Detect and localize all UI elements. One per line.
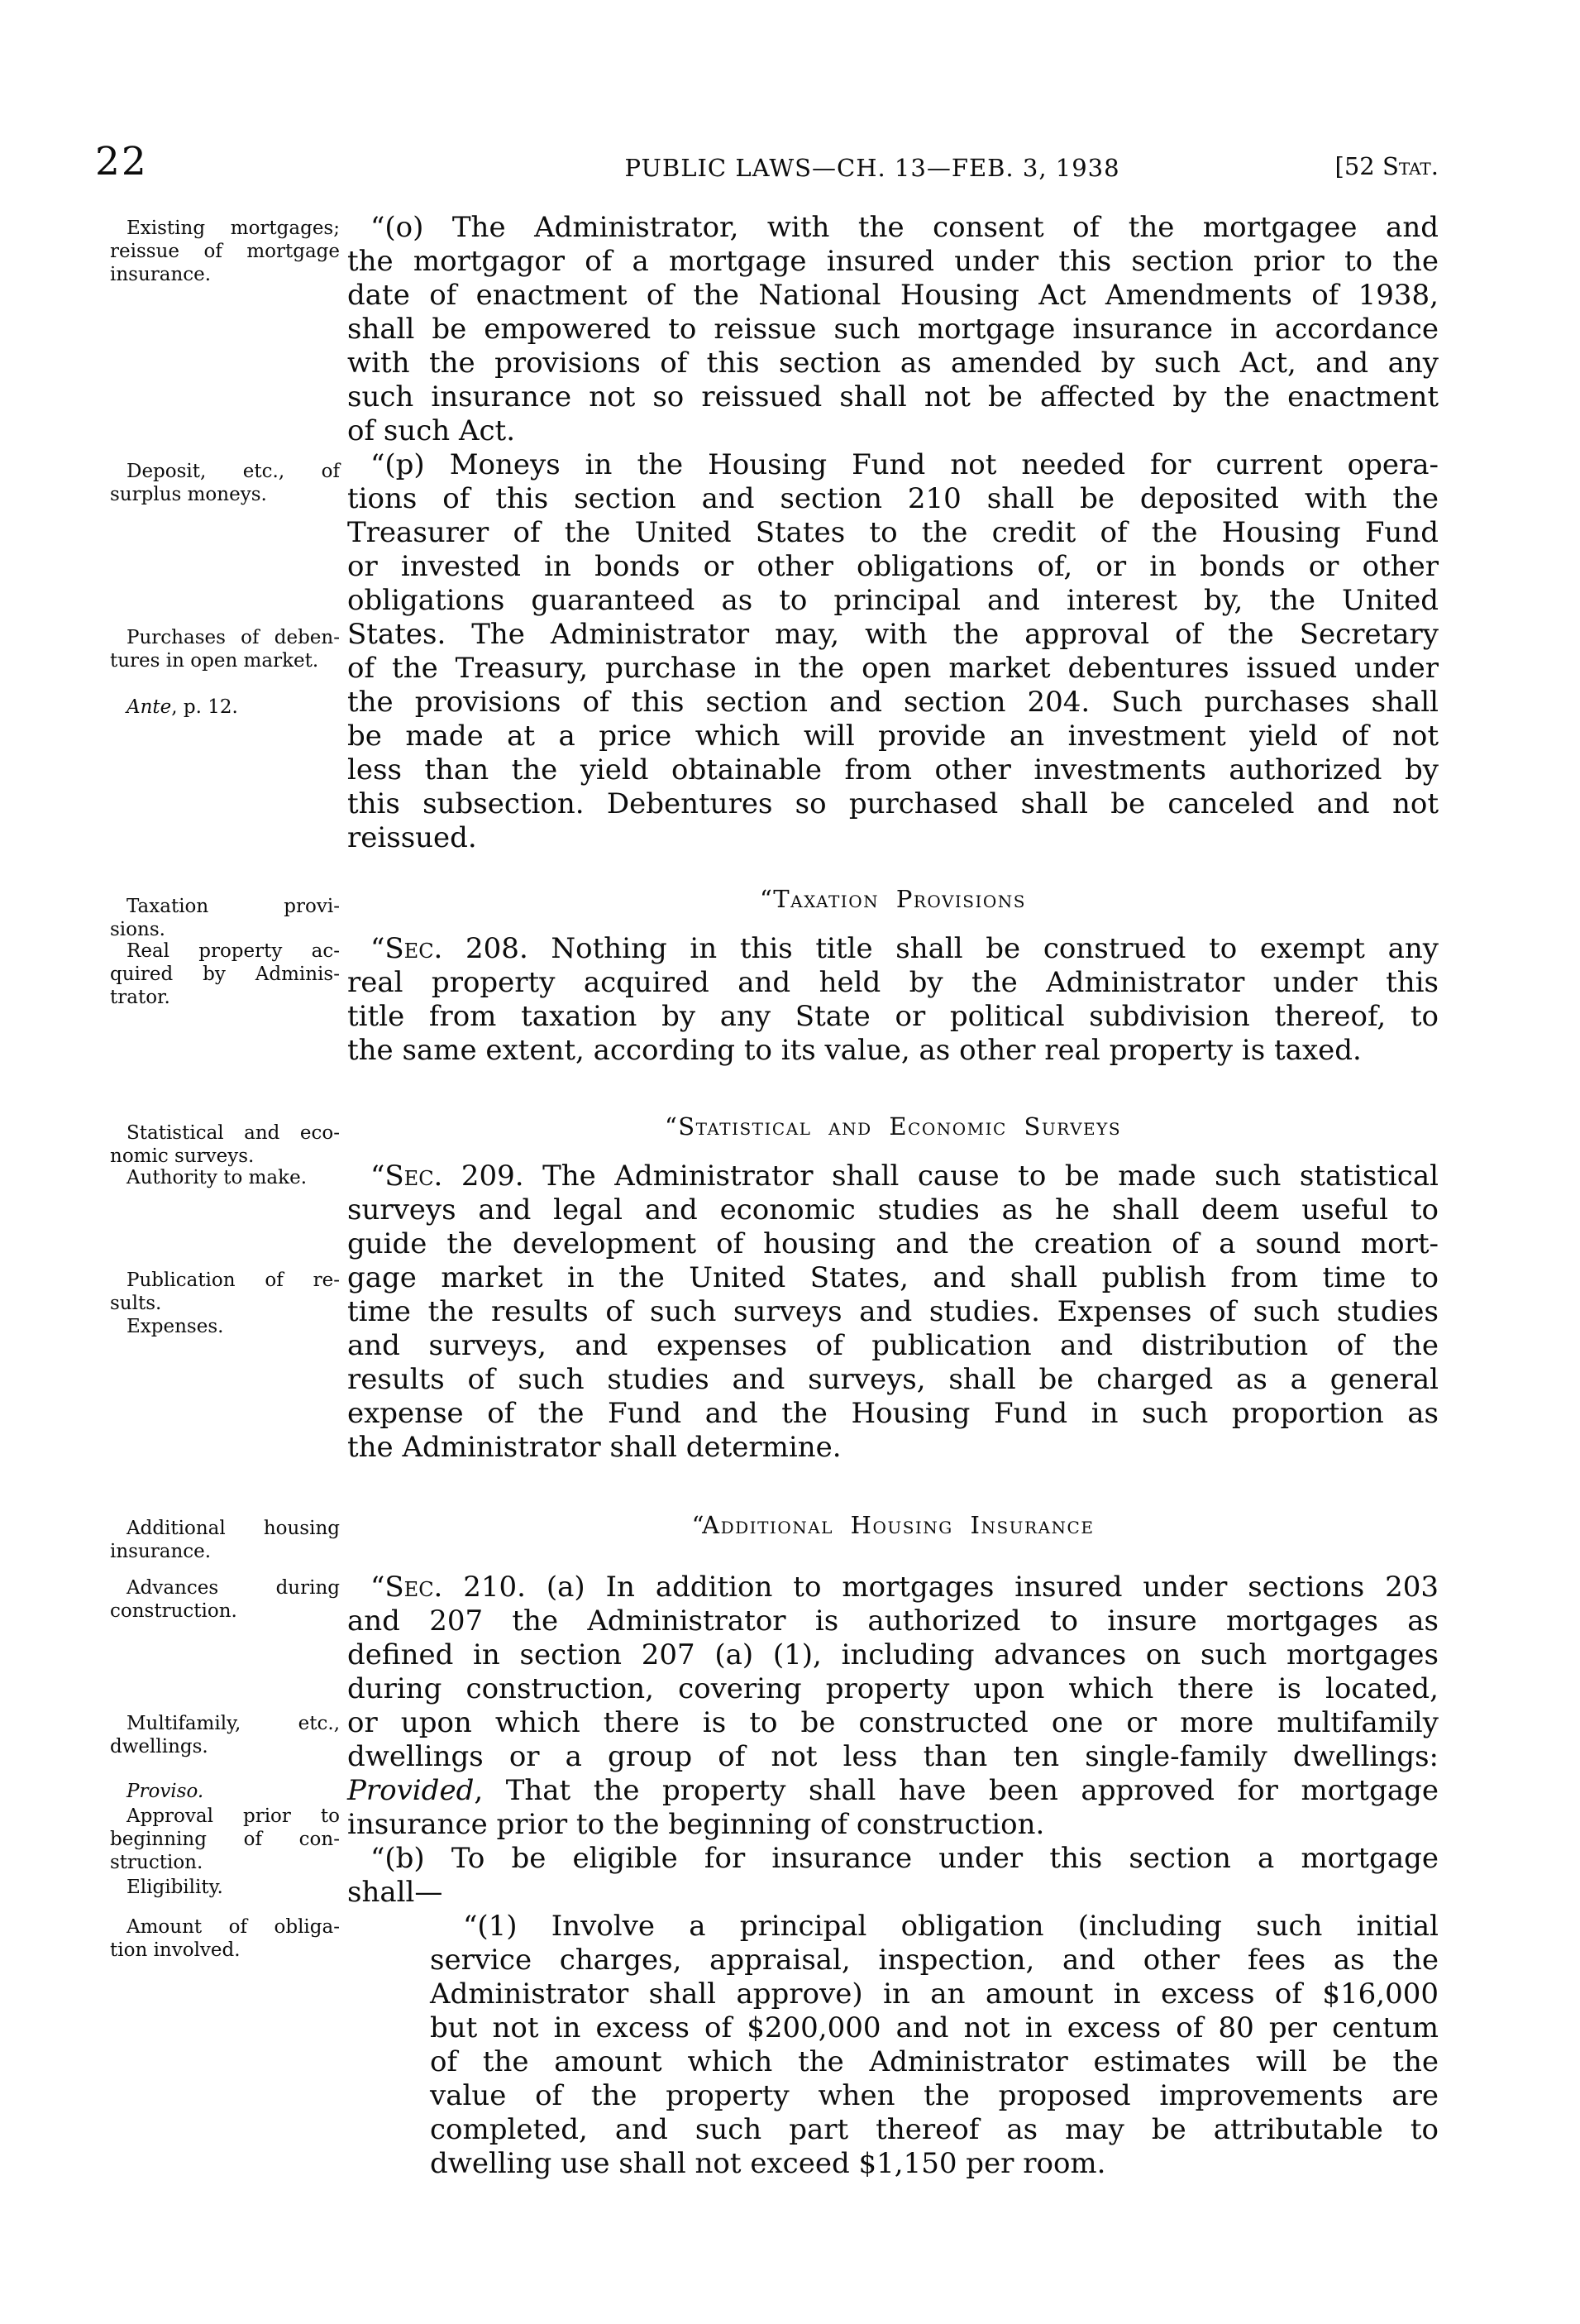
margin-note <box>110 217 340 286</box>
page-number: 22 <box>95 139 148 184</box>
text-run: insurance. <box>110 264 212 285</box>
margin-note-line <box>110 1166 340 1189</box>
text-run: States. The Administrator may, with the approval of the Secretary <box>347 618 1439 651</box>
text-run: the provisions of this section and section 204. Such purchases shall <box>347 686 1439 719</box>
margin-note-line <box>110 263 340 286</box>
text-run: tures in open market. <box>110 650 319 672</box>
text-run: during construction, covering property upon which there is located, <box>347 1672 1439 1705</box>
margin-note <box>110 1315 340 1338</box>
text-run: Statistical and eco- <box>126 1122 340 1144</box>
paragraph <box>347 1571 1439 1842</box>
body-line <box>347 245 1439 279</box>
text-run: and 207 the Administrator is authorized to insure mortgages as <box>347 1604 1439 1638</box>
text-run: results of such studies and surveys, shall be charged as a general <box>347 1363 1439 1396</box>
running-header: PUBLIC LAWS—CH. 13—FEB. 3, 1938 <box>624 154 1120 182</box>
body-line <box>430 1910 1439 1944</box>
text-run: Treasurer of the United States to the credit of the Housing Fund <box>347 516 1439 549</box>
body-line <box>347 1808 1439 1842</box>
text-run: guide the development of housing and the creation of a sound mort- <box>347 1227 1439 1260</box>
body-line <box>347 618 1439 652</box>
paragraph <box>347 1842 1439 1910</box>
body-line <box>347 1000 1439 1034</box>
body-line <box>347 966 1439 1000</box>
margin-note <box>110 1576 340 1623</box>
statute-abbrev: Stat. <box>1382 152 1439 180</box>
statute-volume: [52 <box>1334 152 1382 180</box>
margin-note-line <box>110 649 340 672</box>
text-run: defined in section 207 (a) (1), including advances on such mortgages <box>347 1638 1439 1671</box>
text-run: sults. <box>110 1293 162 1314</box>
text-run: of such Act. <box>347 414 516 447</box>
text-run: Expenses. <box>126 1316 224 1337</box>
margin-note-line <box>110 1828 340 1851</box>
margin-note-line <box>110 1735 340 1758</box>
body-line <box>347 380 1439 414</box>
margin-note <box>110 1712 340 1758</box>
text-run: sions. <box>110 919 165 940</box>
text-run: Proviso. <box>126 1781 204 1802</box>
body-line <box>430 2011 1439 2045</box>
margin-note-line <box>110 626 340 649</box>
text-run: Real property ac- <box>126 940 340 962</box>
text-run: title from taxation by any State or political subdivision thereof, to <box>347 1000 1439 1033</box>
text-run: , That the property shall have been approved for mortgage <box>474 1774 1439 1807</box>
body-line <box>347 1706 1439 1740</box>
text-run: nomic surveys. <box>110 1145 255 1167</box>
body-line <box>347 584 1439 618</box>
text-run: dwellings. <box>110 1736 208 1757</box>
margin-note-line <box>110 986 340 1009</box>
body-line <box>347 1363 1439 1397</box>
text-run: surplus moneys. <box>110 484 267 505</box>
body-line <box>430 1944 1439 1977</box>
margin-note <box>110 940 340 1009</box>
body-line <box>347 1876 1439 1910</box>
text-run: “(o) The Administrator, with the consent of the mortgagee and <box>370 211 1439 244</box>
margin-note-line <box>110 217 340 240</box>
margin-note-line <box>110 1145 340 1168</box>
text-run: reissued. <box>347 821 477 854</box>
text-run: trator. <box>110 987 170 1008</box>
margin-note-line <box>110 1876 340 1899</box>
text-run: “(p) Moneys in the Housing Fund not needed for current opera- <box>370 448 1439 481</box>
text-run: struction. <box>110 1852 203 1873</box>
text-run: the mortgagor of a mortgage insured under this section prior to the <box>347 245 1439 278</box>
text-run: Publication of re- <box>126 1270 340 1291</box>
margin-note-line <box>110 240 340 263</box>
body-line <box>347 1227 1439 1261</box>
body-line <box>347 753 1439 787</box>
margin-note-line <box>110 918 340 941</box>
body-line <box>347 1740 1439 1774</box>
margin-note <box>110 1805 340 1874</box>
section-heading <box>347 1114 1439 1139</box>
text-run: service charges, appraisal, inspection, and other fees as the <box>430 1944 1439 1977</box>
text-run: “Additional Housing Insurance <box>691 1511 1095 1539</box>
body-line <box>430 2079 1439 2113</box>
margin-note-line <box>110 460 340 483</box>
margin-note <box>110 895 340 941</box>
margin-note <box>110 1166 340 1189</box>
body-line <box>347 1431 1439 1465</box>
text-run: Multifamily, etc., <box>126 1713 340 1734</box>
body-line <box>347 1774 1439 1808</box>
text-run: less than the yield obtainable from other investments authorized by <box>347 753 1439 787</box>
body-line <box>347 720 1439 753</box>
body-line <box>347 1329 1439 1363</box>
body-line <box>347 1638 1439 1672</box>
margin-note <box>110 1876 340 1899</box>
margin-note <box>110 1517 340 1563</box>
margin-note-line <box>110 1315 340 1338</box>
text-run: “Sec. <box>370 1571 443 1604</box>
text-run: Amount of obliga- <box>126 1916 340 1938</box>
text-run: construction. <box>110 1600 237 1622</box>
body-line <box>347 347 1439 380</box>
body-line <box>347 313 1439 347</box>
text-run: but not in excess of $200,000 and not in excess of 80 per centum <box>430 2011 1439 2044</box>
body-line <box>347 1604 1439 1638</box>
text-run: “(1) Involve a principal obligation (including such initial <box>463 1910 1439 1943</box>
margin-note-line <box>110 1851 340 1874</box>
text-run: Additional housing <box>126 1518 340 1539</box>
body-line <box>347 1160 1439 1193</box>
margin-note-line <box>110 1712 340 1735</box>
margin-note-line <box>110 1576 340 1600</box>
body-line <box>430 2113 1439 2147</box>
margin-note-line <box>110 1269 340 1292</box>
margin-note-line <box>110 1780 340 1803</box>
text-run: surveys and legal and economic studies as he shall deem useful to <box>347 1193 1439 1227</box>
body-line <box>347 1397 1439 1431</box>
margin-note <box>110 696 340 719</box>
paragraph <box>347 932 1439 1068</box>
text-run: “Sec. <box>370 1160 443 1193</box>
margin-note <box>110 1780 340 1803</box>
margin-note-line <box>110 1805 340 1828</box>
text-run: shall be empowered to reissue such mortgage insurance in accordance <box>347 313 1439 346</box>
text-run: Approval prior to <box>126 1805 340 1827</box>
body-line <box>347 1672 1439 1706</box>
text-run: and surveys, and expenses of publication and distribution of the <box>347 1329 1439 1362</box>
section-heading <box>347 887 1439 911</box>
text-run: dwelling use shall not exceed $1,150 per room. <box>430 2147 1106 2180</box>
body-line <box>347 279 1439 313</box>
margin-note-line <box>110 963 340 986</box>
text-run: with the provisions of this section as amended by such Act, and any <box>347 347 1439 380</box>
margin-note-line <box>110 1121 340 1145</box>
body-column <box>347 211 1439 2181</box>
text-run: Purchases of deben- <box>126 627 340 648</box>
statute-citation <box>347 154 1439 180</box>
text-run: or upon which there is to be constructed one or more multifamily <box>347 1706 1439 1739</box>
text-run: “Sec. <box>370 932 443 965</box>
text-run: real property acquired and held by the Administrator under this <box>347 966 1439 999</box>
text-run: quired by Adminis- <box>110 964 340 985</box>
margin-note-line <box>110 1540 340 1563</box>
body-line <box>347 448 1439 482</box>
text-run: insurance prior to the beginning of construction. <box>347 1808 1045 1841</box>
text-run: Taxation provi- <box>126 896 340 917</box>
sub-paragraph <box>347 1910 1439 2181</box>
text-run: the same extent, according to its value, as other real property is taxed. <box>347 1034 1362 1067</box>
text-run: Deposit, etc., of <box>126 461 340 482</box>
text-run: time the results of such surveys and studies. Expenses of such studies <box>347 1295 1439 1328</box>
text-run: 208. Nothing in this title shall be construed to exempt any <box>442 932 1439 965</box>
margin-note-line <box>110 1939 340 1962</box>
body-line <box>430 2147 1439 2181</box>
margin-note <box>110 1121 340 1168</box>
text-run: Authority to make. <box>126 1167 308 1188</box>
text-run: Eligibility. <box>126 1877 223 1898</box>
text-run: dwellings or a group of not less than ten single-family dwellings: <box>347 1740 1439 1773</box>
text-run: value of the property when the proposed improvements are <box>430 2079 1439 2112</box>
text-run: Administrator shall approve) in an amount in excess of $16,000 <box>430 1977 1439 2011</box>
body-line <box>347 686 1439 720</box>
text-run: of the Treasury, purchase in the open market debentures issued under <box>347 652 1439 685</box>
text-run: Ante <box>126 696 172 718</box>
margin-note-line <box>110 1915 340 1939</box>
text-run: “(b) To be eligible for insurance under this section a mortgage <box>370 1842 1439 1875</box>
body-line <box>347 787 1439 821</box>
text-run: “Statistical and Economic Surveys <box>664 1112 1122 1140</box>
margin-note <box>110 460 340 506</box>
margin-note <box>110 626 340 672</box>
paragraph <box>347 1160 1439 1465</box>
text-run: date of enactment of the National Housing Act Amendments of 1938, <box>347 279 1439 312</box>
body-line <box>347 652 1439 686</box>
text-run: insurance. <box>110 1541 212 1562</box>
body-line <box>347 550 1439 584</box>
margin-note-line <box>110 895 340 918</box>
text-run: gage market in the United States, and shall publish from time to <box>347 1261 1439 1294</box>
text-run: Advances during <box>126 1577 340 1599</box>
text-run: tions of this section and section 210 shall be deposited with the <box>347 482 1439 515</box>
body-line <box>430 1977 1439 2011</box>
margin-note-line <box>110 940 340 963</box>
body-line <box>347 516 1439 550</box>
body-line <box>347 1842 1439 1876</box>
text-run: beginning of con- <box>110 1829 340 1850</box>
text-run: completed, and such part thereof as may be attributable to <box>430 2113 1439 2146</box>
paragraph <box>347 448 1439 855</box>
margin-note-line <box>110 483 340 506</box>
text-run: reissue of mortgage <box>110 241 340 262</box>
paragraph <box>347 211 1439 448</box>
margin-note-line <box>110 1292 340 1315</box>
text-run: 210. (a) In addition to mortgages insured under sections 203 <box>442 1571 1439 1604</box>
body-line <box>347 482 1439 516</box>
body-line <box>430 2045 1439 2079</box>
body-line <box>347 932 1439 966</box>
text-run: obligations guaranteed as to principal and interest by, the United <box>347 584 1439 617</box>
body-line <box>347 1193 1439 1227</box>
text-run: Provided <box>347 1774 475 1807</box>
body-line <box>347 1034 1439 1068</box>
body-line <box>347 1571 1439 1604</box>
text-run: the Administrator shall determine. <box>347 1431 842 1464</box>
margin-note <box>110 1269 340 1315</box>
body-line <box>347 821 1439 855</box>
text-run: “Taxation Provisions <box>759 885 1026 913</box>
text-run: such insurance not so reissued shall not be affected by the enactment <box>347 380 1439 414</box>
text-run: shall— <box>347 1876 443 1909</box>
body-line <box>347 414 1439 448</box>
margin-note <box>110 1915 340 1962</box>
text-run: be made at a price which will provide an investment yield of not <box>347 720 1439 753</box>
text-run: tion involved. <box>110 1939 241 1961</box>
text-run: 209. The Administrator shall cause to be made such statistical <box>442 1160 1439 1193</box>
text-run: of the amount which the Administrator estimates will be the <box>430 2045 1439 2078</box>
body-line <box>347 1261 1439 1295</box>
margin-note-line <box>110 696 340 719</box>
text-run: , p. 12. <box>171 696 238 718</box>
text-run: Existing mortgages; <box>126 218 340 239</box>
body-line <box>347 211 1439 245</box>
section-heading <box>347 1513 1439 1537</box>
text-run: this subsection. Debentures so purchased shall be canceled and not <box>347 787 1439 820</box>
margin-note-line <box>110 1517 340 1540</box>
text-run: or invested in bonds or other obligations of, or in bonds or other <box>347 550 1439 583</box>
margin-note-line <box>110 1600 340 1623</box>
body-line <box>347 1295 1439 1329</box>
text-run: expense of the Fund and the Housing Fund in such proportion as <box>347 1397 1439 1430</box>
